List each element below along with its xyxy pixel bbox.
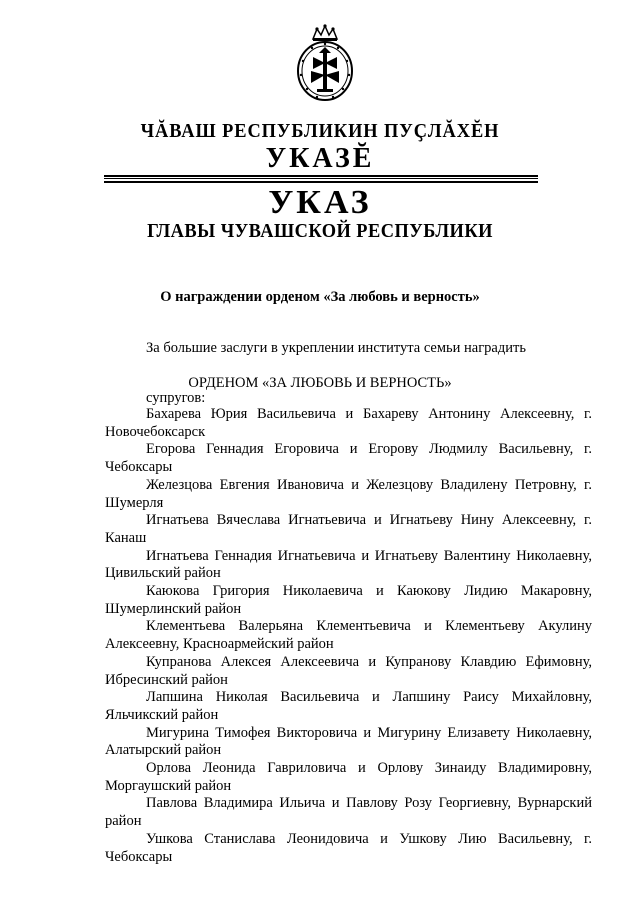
- header-divider: [104, 175, 538, 177]
- chuvash-ukaze-heading: УКАЗĔ: [265, 143, 375, 174]
- chuvash-emblem-icon: [293, 23, 357, 103]
- awardee-list: [105, 406, 592, 866]
- list-item: Игнатьева Геннадия Игнатьевича и Игнатьеву Валентину Николаевну, Цивильский район: [105, 547, 592, 582]
- list-item: Каюкова Григория Николаевича и Каюкову Лидию Макаровну, Шумерлинский район: [105, 583, 592, 617]
- list-item: Павлова Владимира Ильича и Павлову Розу Георгиевну, Вурнарский район: [105, 795, 592, 830]
- list-item: Егорова Геннадия Егоровича и Егорову Людмилу Васильевну, г. Чебоксары: [105, 441, 592, 476]
- document-preamble: За большие заслуги в укреплении института семьи наградить: [146, 340, 526, 356]
- spouses-label: супругов:: [146, 390, 206, 406]
- russian-header-subtitle: ГЛАВЫ ЧУВАШСКОЙ РЕСПУБЛИКИ: [147, 220, 493, 242]
- list-item: Орлова Леонида Гавриловича и Орлову Зинаиду Владимировну, Моргаушский район: [105, 760, 592, 794]
- list-item: Мигурина Тимофея Викторовича и Мигурину Елизавету Николаевну, Алатырский район: [105, 724, 592, 759]
- list-item: Купранова Алексея Алексеевича и Купранову Клавдию Ефимовну, Ибресинский район: [105, 653, 592, 688]
- list-item: Ушкова Станислава Леонидовича и Ушкову Лию Васильевну, г. Чебоксары: [105, 830, 592, 865]
- list-item: Лапшина Николая Васильевича и Лапшину Раису Михайловну, Яльчикский район: [105, 689, 592, 723]
- list-item: Игнатьева Вячеслава Игнатьевича и Игнатьеву Нину Алексеевну, г. Канаш: [105, 512, 592, 546]
- order-name: ОРДЕНОМ «ЗА ЛЮБОВЬ И ВЕРНОСТЬ»: [188, 375, 452, 391]
- list-item: Железцова Евгения Ивановича и Железцову Владилену Петровну, г. Шумерля: [105, 476, 592, 511]
- list-item: Бахарева Юрия Васильевича и Бахареву Антонину Алексеевну, г. Новочебоксарск: [105, 406, 592, 440]
- document-title: О награждении орденом «За любовь и верность»: [160, 289, 480, 305]
- header-divider: [104, 178, 538, 179]
- header-divider: [104, 181, 538, 183]
- list-item: Клементьева Валерьяна Клементьевича и Клементьеву Акулину Алексеевну, Красноармейский район: [105, 618, 592, 653]
- chuvash-header-title: ЧĂВАШ РЕСПУБЛИКИН ПУҪЛĂХĔН: [140, 120, 500, 142]
- russian-ukaz-heading: УКАЗ: [268, 184, 372, 221]
